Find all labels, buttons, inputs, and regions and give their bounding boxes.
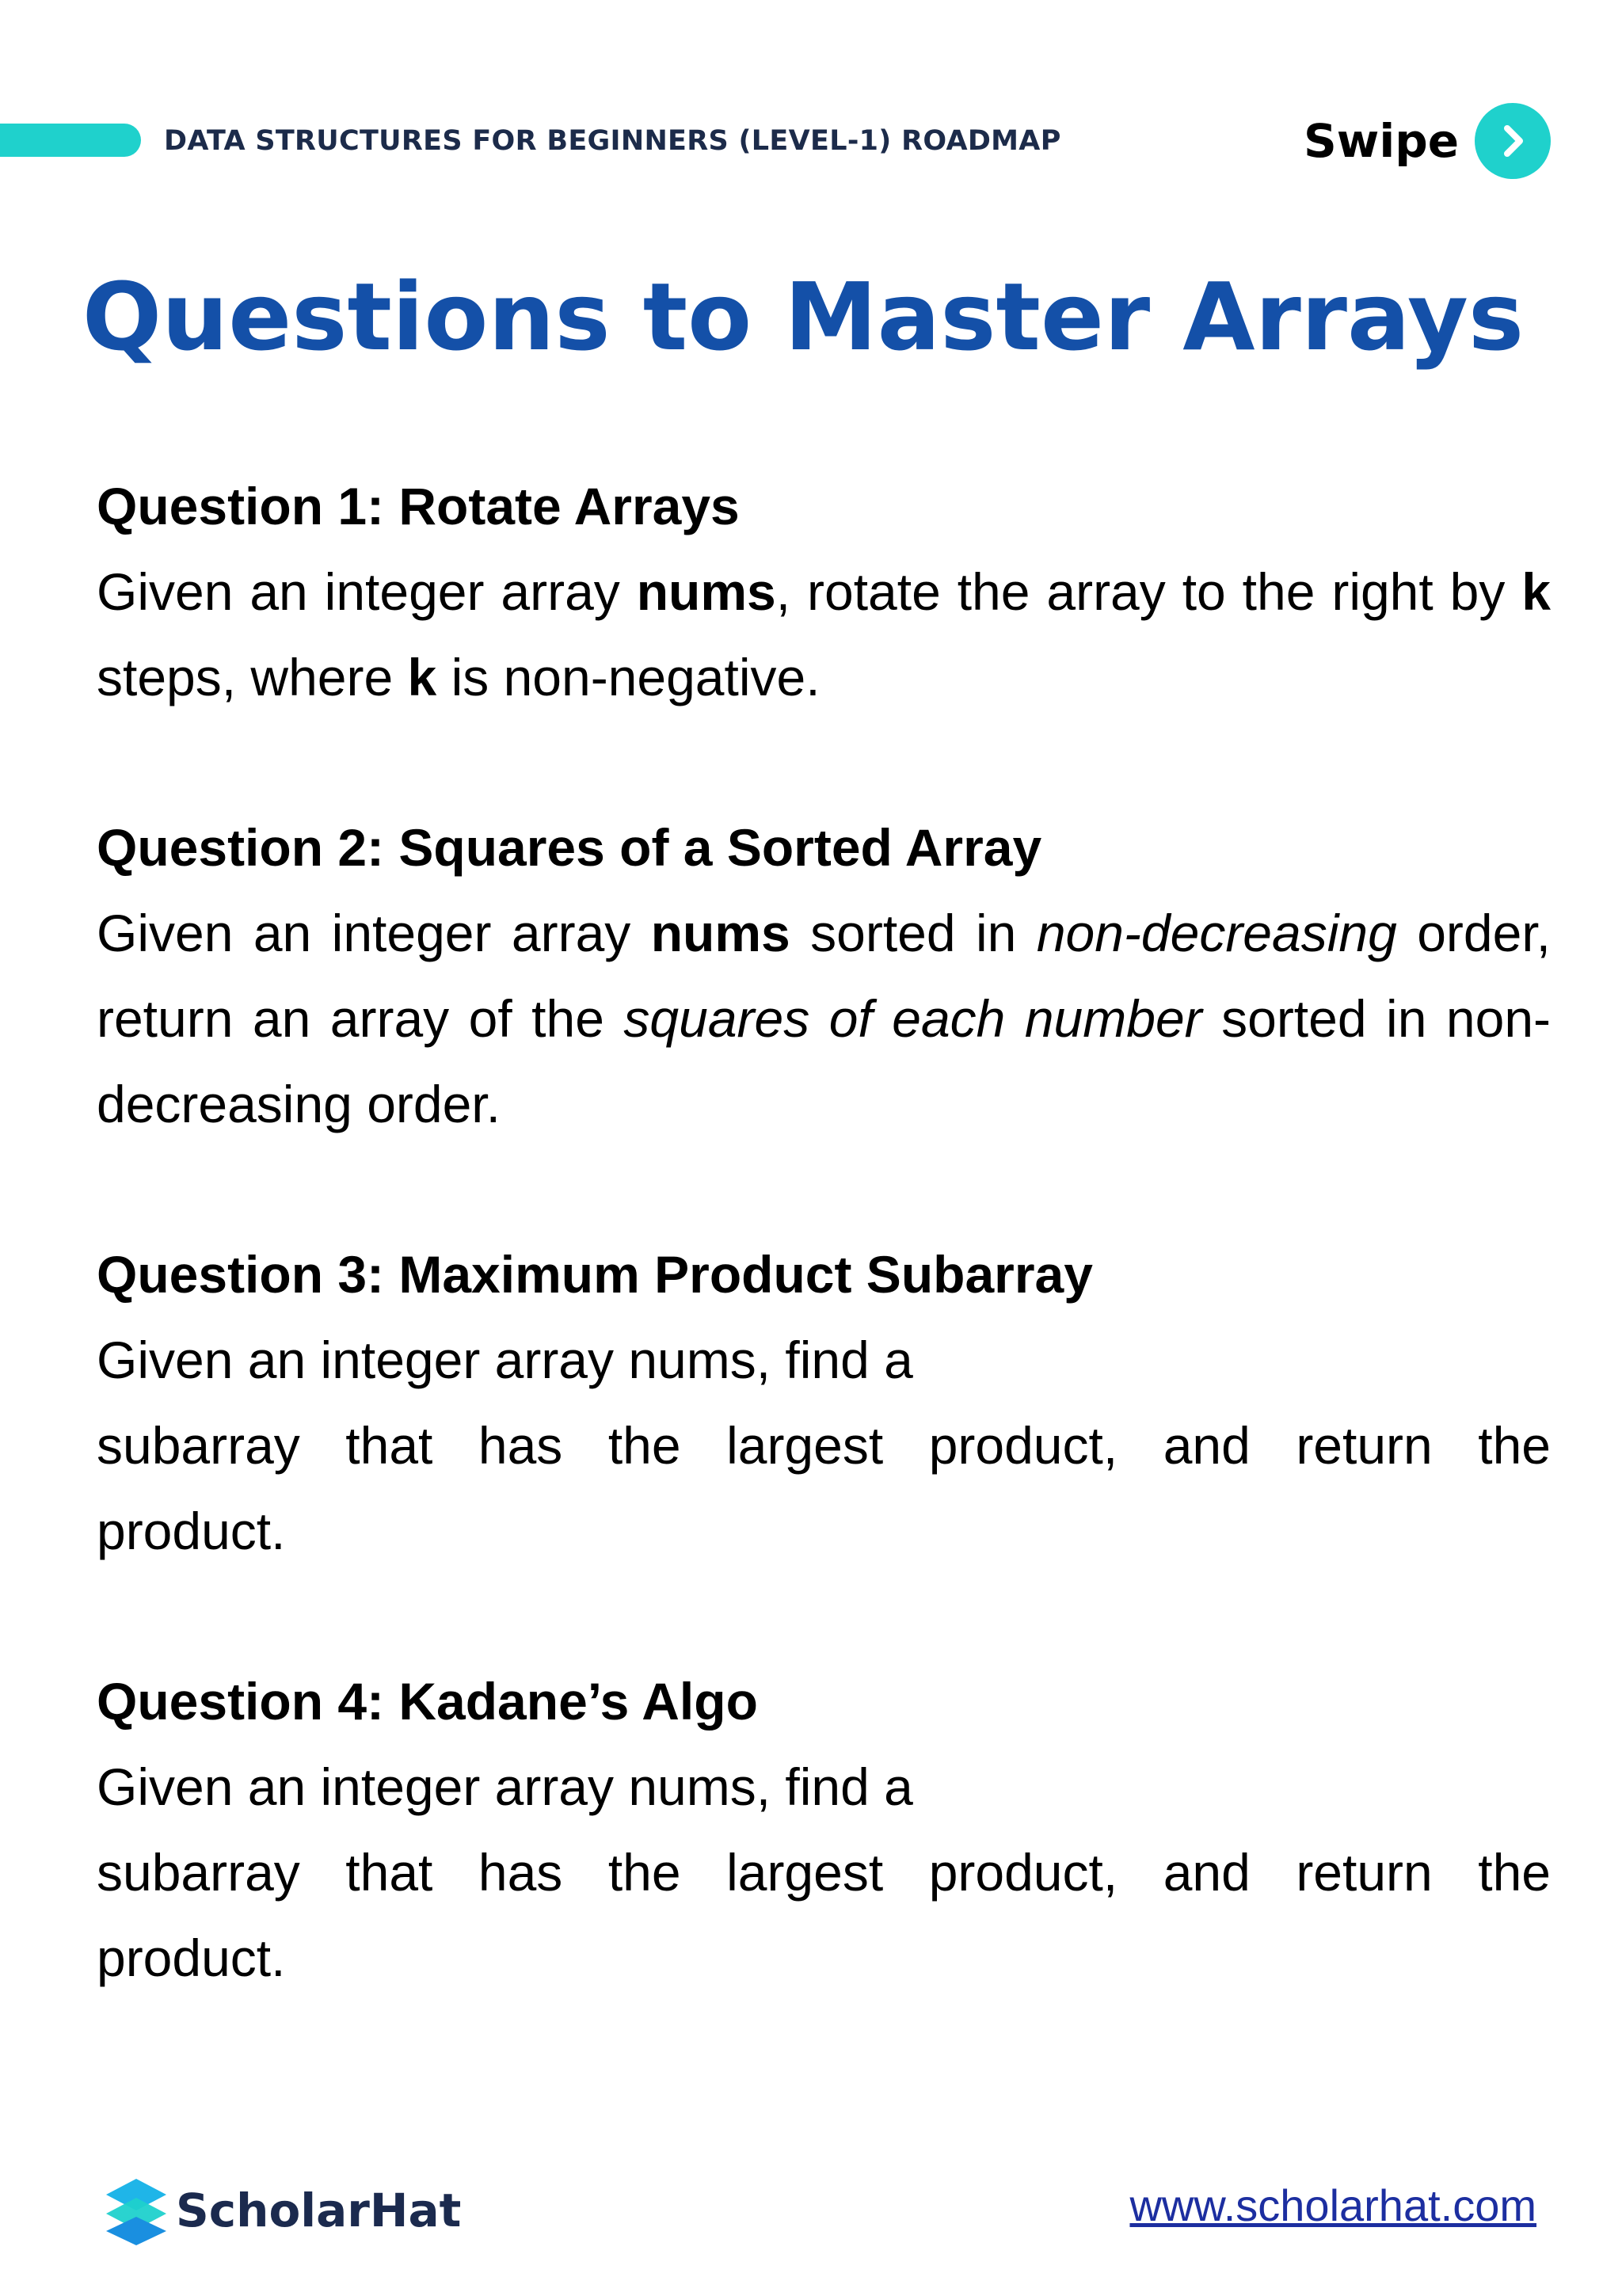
accent-bar — [0, 124, 141, 157]
roadmap-label: DATA STRUCTURES FOR BEGINNERS (LEVEL-1) ROADMAP — [164, 125, 1061, 157]
body-italic-text: squares of each number — [623, 989, 1202, 1048]
page-title: Questions to Master Arrays — [82, 262, 1525, 371]
question-title: Question 3: Maximum Product Subarray — [97, 1245, 1093, 1304]
body-text: sorted in — [790, 904, 1037, 962]
question-body — [97, 549, 1551, 720]
scholarhat-logo[interactable] — [103, 2174, 461, 2247]
body-text: steps, where — [97, 648, 408, 706]
body-text: is non-negative. — [436, 648, 821, 706]
body-line: Given an integer array nums, find a — [97, 1757, 913, 1816]
body-text: order, return an array of the — [97, 904, 1551, 1048]
website-link[interactable]: www.scholarhat.com — [1129, 2180, 1536, 2230]
body-line: product. — [97, 1502, 286, 1560]
body-text: sorted in non-decreasing order. — [97, 989, 1551, 1133]
question-body — [97, 1744, 1551, 2001]
body-line: subarray that has the largest product, and return the — [97, 1416, 1551, 1475]
question-item — [97, 463, 1551, 720]
question-item — [97, 805, 1551, 1147]
question-body — [97, 1317, 1551, 1574]
body-line: product. — [97, 1929, 286, 1987]
chevron-right-icon[interactable] — [1475, 103, 1551, 179]
body-bold-text: nums — [636, 562, 776, 621]
body-text: Given an integer array — [97, 904, 651, 962]
question-title: Question 4: Kadane’s Algo — [97, 1672, 758, 1731]
swipe-button[interactable] — [1304, 103, 1551, 179]
body-text: , rotate the array to the right by — [775, 562, 1522, 621]
question-title: Question 2: Squares of a Sorted Array — [97, 818, 1042, 877]
questions-list — [97, 463, 1551, 2085]
body-text: Given an integer array — [97, 562, 637, 621]
body-bold-text: nums — [650, 904, 790, 962]
swipe-label: Swipe — [1304, 114, 1460, 168]
body-line: subarray that has the largest product, and return the — [97, 1843, 1551, 1902]
question-item — [97, 1658, 1551, 2001]
body-italic-text: non-decreasing — [1036, 904, 1397, 962]
question-title: Question 1: Rotate Arrays — [97, 477, 740, 535]
body-line: Given an integer array nums, find a — [97, 1331, 913, 1389]
question-body — [97, 890, 1551, 1147]
body-bold-text: k — [407, 648, 437, 706]
body-bold-text: k — [1521, 562, 1552, 621]
brand-name: ScholarHat — [176, 2184, 462, 2237]
question-item — [97, 1232, 1551, 1574]
scholarhat-logo-icon — [103, 2174, 169, 2247]
